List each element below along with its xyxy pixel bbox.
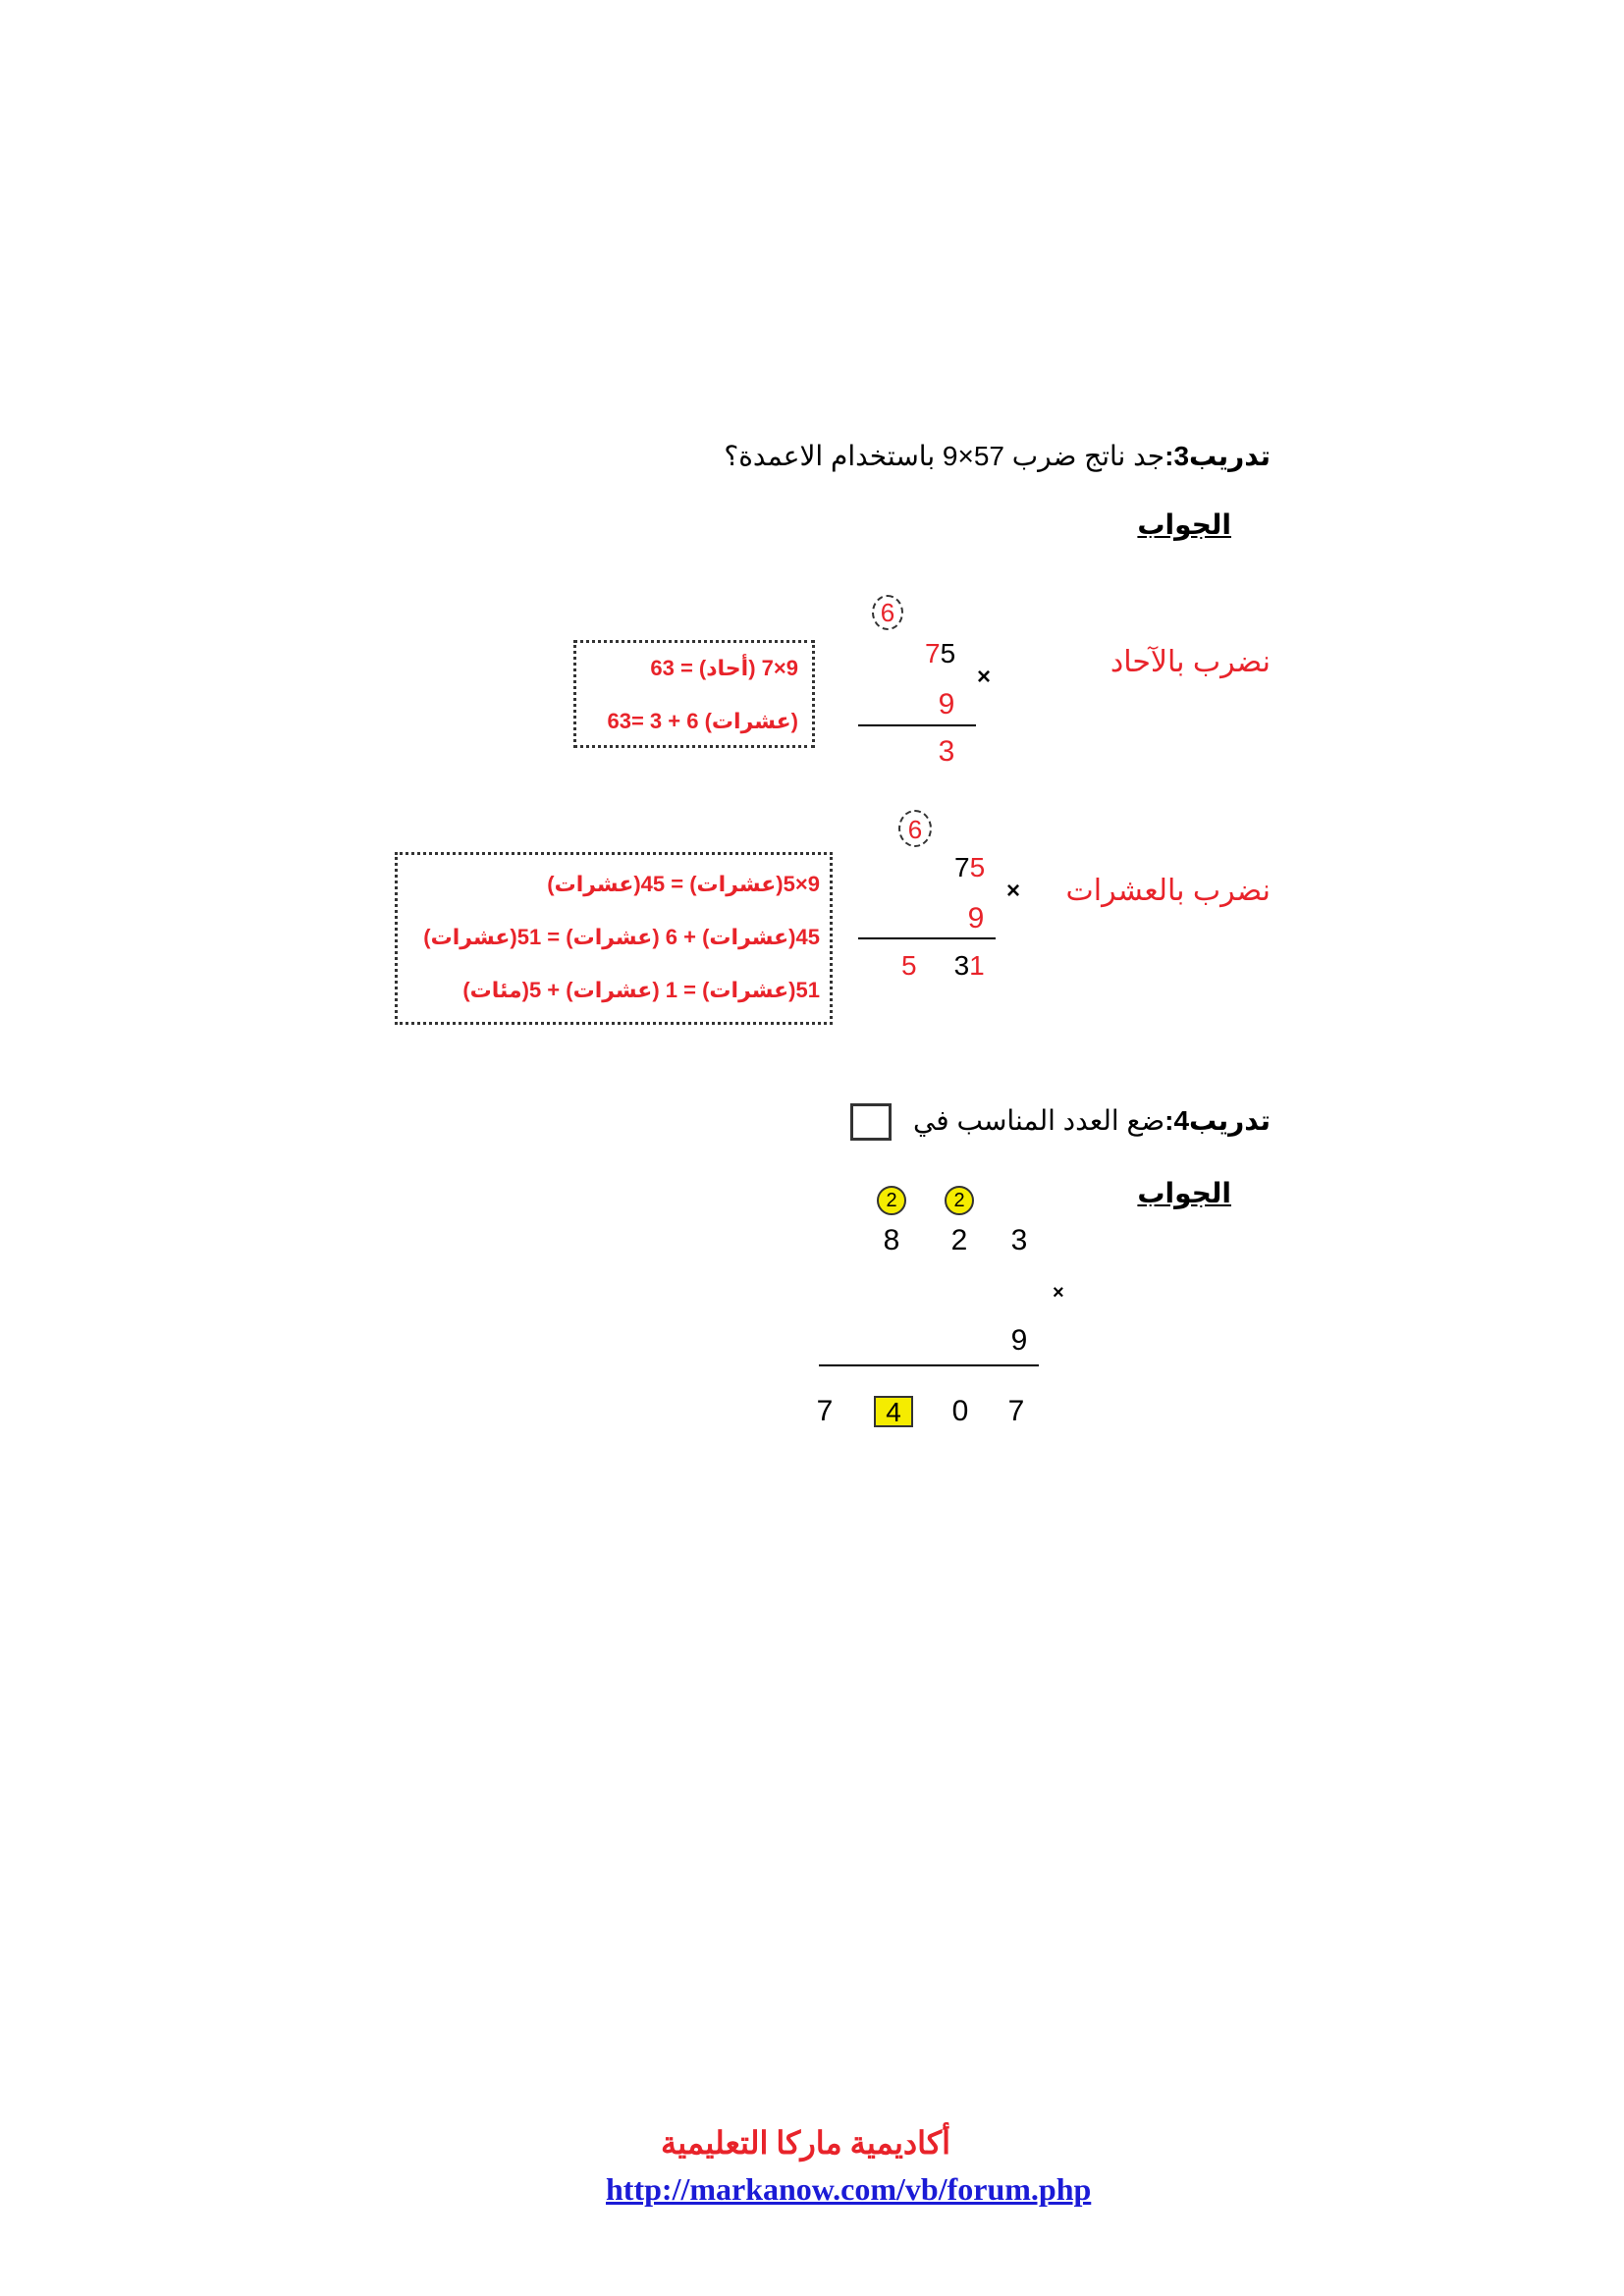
- tens-note-3: 51(عشرات) = 1 (عشرات) + 5(مئات): [462, 978, 820, 1002]
- ones-carry: 6: [880, 598, 895, 627]
- top-digit-hundreds: 8: [883, 1224, 900, 1256]
- tens-result-tens-a: 3: [953, 950, 970, 981]
- result-digit-hundreds: 4: [886, 1397, 901, 1427]
- tens-result-hundreds: 5: [901, 950, 917, 981]
- tens-top-number: [954, 850, 985, 885]
- carry-circle-1: [877, 1186, 906, 1215]
- tens-result: [901, 948, 985, 984]
- ones-top-number: [925, 636, 955, 671]
- tens-note-2: 45(عشرات) + 6 (عشرات) = 51(عشرات): [423, 925, 820, 949]
- tens-times-sign: ×: [1006, 878, 1021, 904]
- tens-rule: [858, 937, 996, 939]
- exercise4-carry-2: 2: [953, 1190, 965, 1211]
- tens-method-label: نضرب بالعشرات: [1065, 875, 1271, 907]
- result-digit-tens: 0: [951, 1395, 969, 1427]
- ones-result: 3: [938, 735, 955, 768]
- exercise4-carry-1: 2: [886, 1190, 897, 1211]
- ones-top-ones: 5: [940, 638, 956, 668]
- ones-note-1: 9×7 (أحاد) = 63: [650, 656, 798, 680]
- exercise4-multiplier: 9: [1010, 1324, 1028, 1357]
- ones-method-label: نضرب بالآحاد: [1110, 646, 1271, 678]
- exercise3-answer-label: الجواب: [1137, 509, 1231, 540]
- ones-carry-circle: [872, 595, 903, 630]
- exercise3-question: جد ناتج ضرب 57×9 باستخدام الاعمدة؟: [724, 441, 1165, 471]
- ones-note-2: (عشرات) 6 + 3 =63: [607, 709, 798, 733]
- exercise4-empty-box: [850, 1103, 892, 1141]
- exercise4-heading: [913, 1101, 1271, 1141]
- result-digit-thousands: 7: [816, 1395, 834, 1427]
- tens-result-tens-b: 1: [969, 950, 985, 981]
- exercise3-label: تدريب3:: [1164, 441, 1271, 471]
- tens-top-tens: 7: [954, 852, 970, 882]
- exercise4-answer-label: الجواب: [1137, 1178, 1231, 1208]
- ones-rule: [858, 724, 976, 726]
- tens-multiplier: 9: [967, 902, 985, 934]
- carry-circle-2: [945, 1186, 974, 1215]
- ones-multiplier: 9: [938, 688, 955, 721]
- tens-carry-circle: [898, 810, 932, 847]
- tens-note-1: 9×5(عشرات) = 45(عشرات): [547, 872, 820, 896]
- top-digit-tens: 2: [950, 1224, 968, 1256]
- top-digit-ones: 3: [1010, 1224, 1028, 1256]
- ones-top-tens: 7: [925, 638, 941, 668]
- tens-top-ones: 5: [969, 852, 986, 882]
- footer-title: أكاديمية ماركا التعليمية: [661, 2125, 950, 2161]
- exercise4-rule: [819, 1364, 1039, 1366]
- ones-times-sign: ×: [977, 664, 992, 690]
- result-digit-ones: 7: [1007, 1395, 1025, 1427]
- result-digit-highlight: [874, 1396, 913, 1427]
- exercise3-heading: [724, 437, 1271, 476]
- exercise4-times-sign: ×: [1053, 1282, 1064, 1304]
- tens-carry: 6: [907, 815, 923, 844]
- exercise4-label: تدريب4:: [1164, 1105, 1271, 1136]
- tens-explanation-box: [395, 852, 833, 1025]
- exercise4-question: ضع العدد المناسب في: [912, 1105, 1165, 1136]
- footer-link[interactable]: http://markanow.com/vb/forum.php: [606, 2171, 1092, 2207]
- ones-explanation-box: [573, 640, 815, 748]
